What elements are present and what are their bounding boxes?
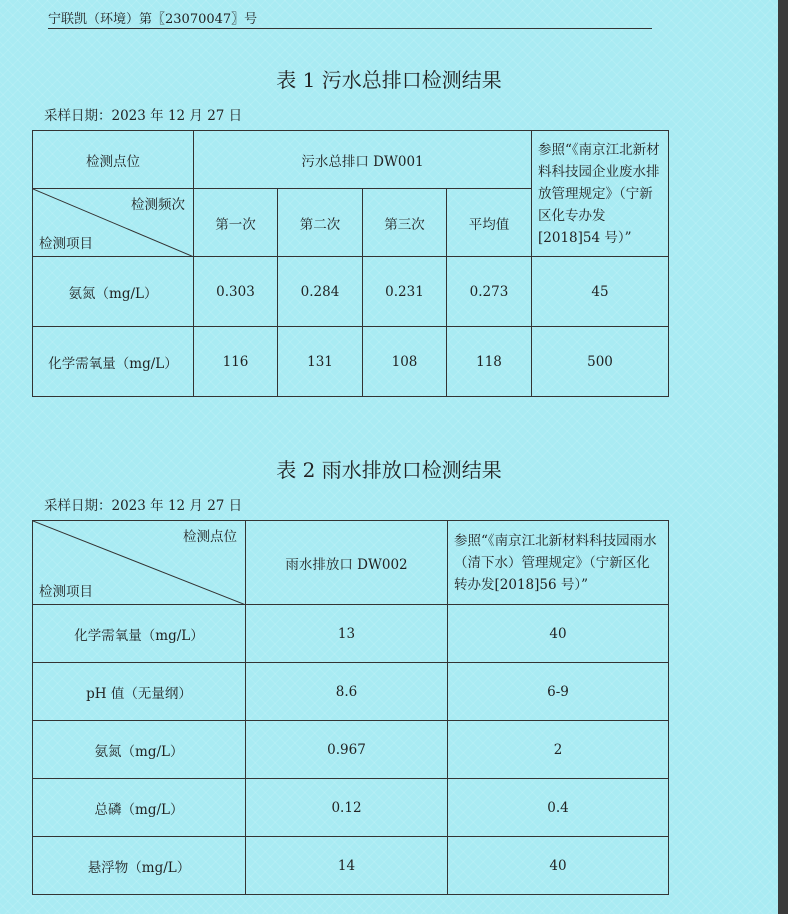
- item-cell: 氨氮（mg/L）: [33, 257, 194, 327]
- stormwater-results-table: [32, 520, 669, 895]
- standard-cell: 参照“《南京江北新材料科技园企业废水排放管理规定》（宁新区化专办发[2018]54 号）”: [532, 131, 669, 257]
- item-cell: 总磷（mg/L）: [33, 779, 246, 837]
- table1-title: 表 1 污水总排口检测结果: [276, 68, 502, 92]
- value-cell: 8.6: [246, 663, 448, 721]
- limit-cell: 500: [532, 327, 669, 397]
- limit-cell: 45: [532, 257, 669, 327]
- limit-cell: 40: [448, 605, 669, 663]
- point-label-cell: 检测点位: [33, 131, 194, 189]
- table-row: [33, 837, 669, 895]
- table-row: [33, 257, 669, 327]
- value-cell: 0.231: [363, 257, 447, 327]
- item-cell: 化学需氧量（mg/L）: [33, 327, 194, 397]
- col-header: 平均值: [447, 189, 532, 257]
- table1-sampling-date: 采样日期：2023 年 12 月 27 日: [44, 108, 243, 124]
- table-row: [33, 721, 669, 779]
- table2-sampling-date: 采样日期：2023 年 12 月 27 日: [44, 498, 243, 514]
- value-cell: 131: [278, 327, 363, 397]
- header-divider: [48, 28, 652, 29]
- col-header: 第一次: [194, 189, 278, 257]
- diagonal-header-cell: [33, 521, 246, 605]
- standard-cell: 参照“《南京江北新材料科技园雨水（清下水）管理规定》（宁新区化转办发[2018]56 号）”: [448, 521, 669, 605]
- table-row: [33, 663, 669, 721]
- table-row: [33, 327, 669, 397]
- limit-cell: 40: [448, 837, 669, 895]
- item-cell: 化学需氧量（mg/L）: [33, 605, 246, 663]
- item-label: 检测项目: [39, 584, 93, 600]
- diagonal-header-cell: [33, 189, 194, 257]
- avg-cell: 0.273: [447, 257, 532, 327]
- value-cell: 14: [246, 837, 448, 895]
- point-label: 检测点位: [183, 529, 237, 545]
- item-cell: 悬浮物（mg/L）: [33, 837, 246, 895]
- table-row: [33, 605, 669, 663]
- wastewater-results-table: [32, 130, 669, 397]
- value-cell: 13: [246, 605, 448, 663]
- value-cell: 108: [363, 327, 447, 397]
- col-header: 第三次: [363, 189, 447, 257]
- item-cell: 氨氮（mg/L）: [33, 721, 246, 779]
- report-number: 宁联凯（环境）第〖23070047〗号: [48, 12, 258, 27]
- table-row: [33, 779, 669, 837]
- point-name-cell: 雨水排放口 DW002: [246, 521, 448, 605]
- table2-title: 表 2 雨水排放口检测结果: [276, 458, 502, 482]
- limit-cell: 2: [448, 721, 669, 779]
- avg-cell: 118: [447, 327, 532, 397]
- value-cell: 0.12: [246, 779, 448, 837]
- value-cell: 0.967: [246, 721, 448, 779]
- value-cell: 0.303: [194, 257, 278, 327]
- value-cell: 116: [194, 327, 278, 397]
- point-name-cell: 污水总排口 DW001: [194, 131, 532, 189]
- value-cell: 0.284: [278, 257, 363, 327]
- col-header: 第二次: [278, 189, 363, 257]
- item-label: 检测项目: [39, 236, 93, 252]
- limit-cell: 6-9: [448, 663, 669, 721]
- limit-cell: 0.4: [448, 779, 669, 837]
- item-cell: pH 值（无量纲）: [33, 663, 246, 721]
- frequency-label: 检测频次: [131, 197, 185, 213]
- page-edge: [778, 0, 788, 914]
